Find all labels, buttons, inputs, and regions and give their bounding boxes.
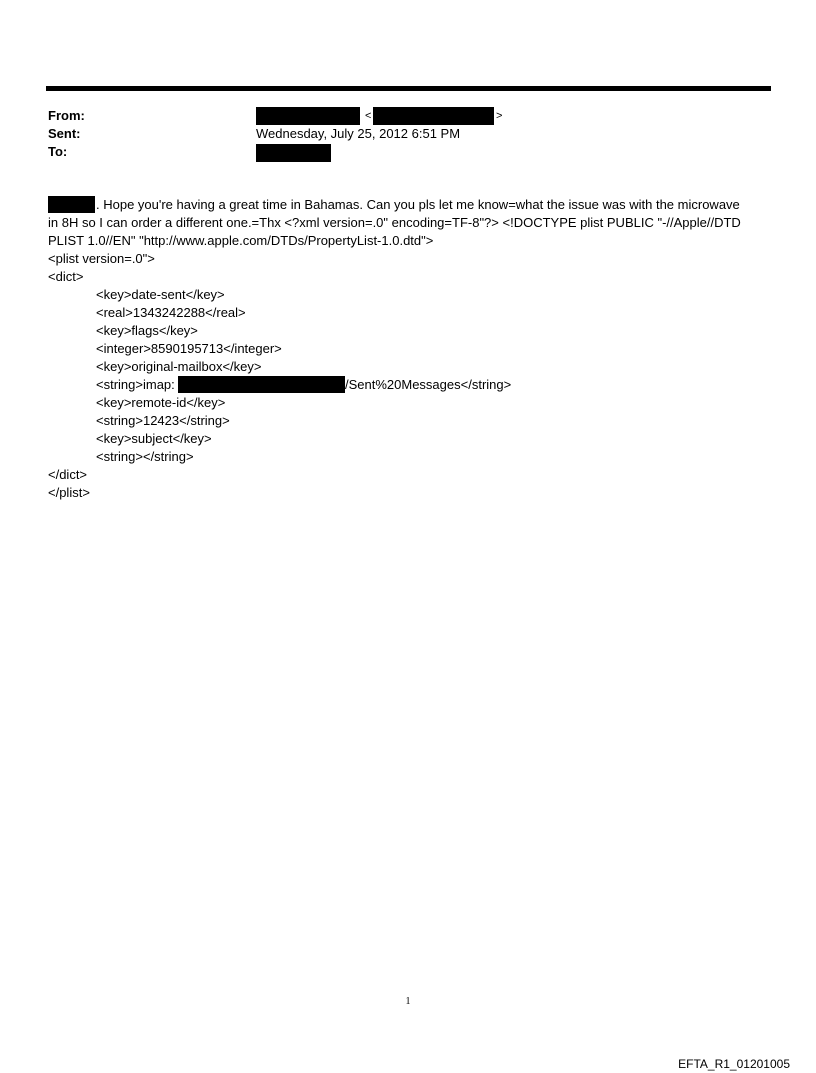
from-name-redaction — [256, 107, 360, 125]
from-close-bracket: > — [496, 110, 503, 122]
imap-suffix: /Sent%20Messages</string> — [345, 377, 512, 392]
recipient-name-redaction — [48, 196, 95, 213]
dict-line: <string></string> — [96, 449, 194, 464]
dict-line: <real>1343242288</real> — [96, 305, 246, 320]
from-label: From: — [48, 108, 85, 123]
page-number: 1 — [405, 996, 411, 1007]
sent-value: Wednesday, July 25, 2012 6:51 PM — [256, 126, 461, 141]
from-email-redaction — [373, 107, 494, 125]
header-rule — [46, 86, 771, 91]
dict-line: <string>imap: — [96, 377, 175, 392]
dict-close: </dict> — [48, 467, 88, 482]
dict-line: <key>flags</key> — [96, 323, 198, 338]
to-label: To: — [48, 144, 68, 159]
body-line-2: in 8H so I can order a different one.=Thx <?xml version=.0" encoding=TF-8"?> <!DOCTYPE plist PUBLIC "-//Apple//DTD — [48, 215, 741, 230]
to-redaction — [256, 144, 331, 162]
dict-line: <key>remote-id</key> — [96, 395, 226, 410]
sent-label: Sent: — [48, 126, 81, 141]
from-open-bracket: < — [365, 110, 372, 122]
body-line-3: PLIST 1.0//EN" "http://www.apple.com/DTDs/PropertyList-1.0.dtd"> — [48, 233, 434, 248]
dict-line: <key>original-mailbox</key> — [96, 359, 262, 374]
body-line-1: . Hope you're having a great time in Bahamas. Can you pls let me know=what the issue was with the microwave — [96, 197, 740, 212]
dict-line: <string>12423</string> — [96, 413, 230, 428]
dict-line: <integer>8590195713</integer> — [96, 341, 282, 356]
plist-open: <plist version=.0"> — [48, 251, 155, 266]
dict-line: <key>subject</key> — [96, 431, 212, 446]
dict-open: <dict> — [48, 269, 84, 284]
document-id: EFTA_R1_01201005 — [678, 1057, 790, 1071]
dict-line: <key>date-sent</key> — [96, 287, 225, 302]
imap-address-redaction — [178, 376, 345, 393]
plist-close: </plist> — [48, 485, 90, 500]
